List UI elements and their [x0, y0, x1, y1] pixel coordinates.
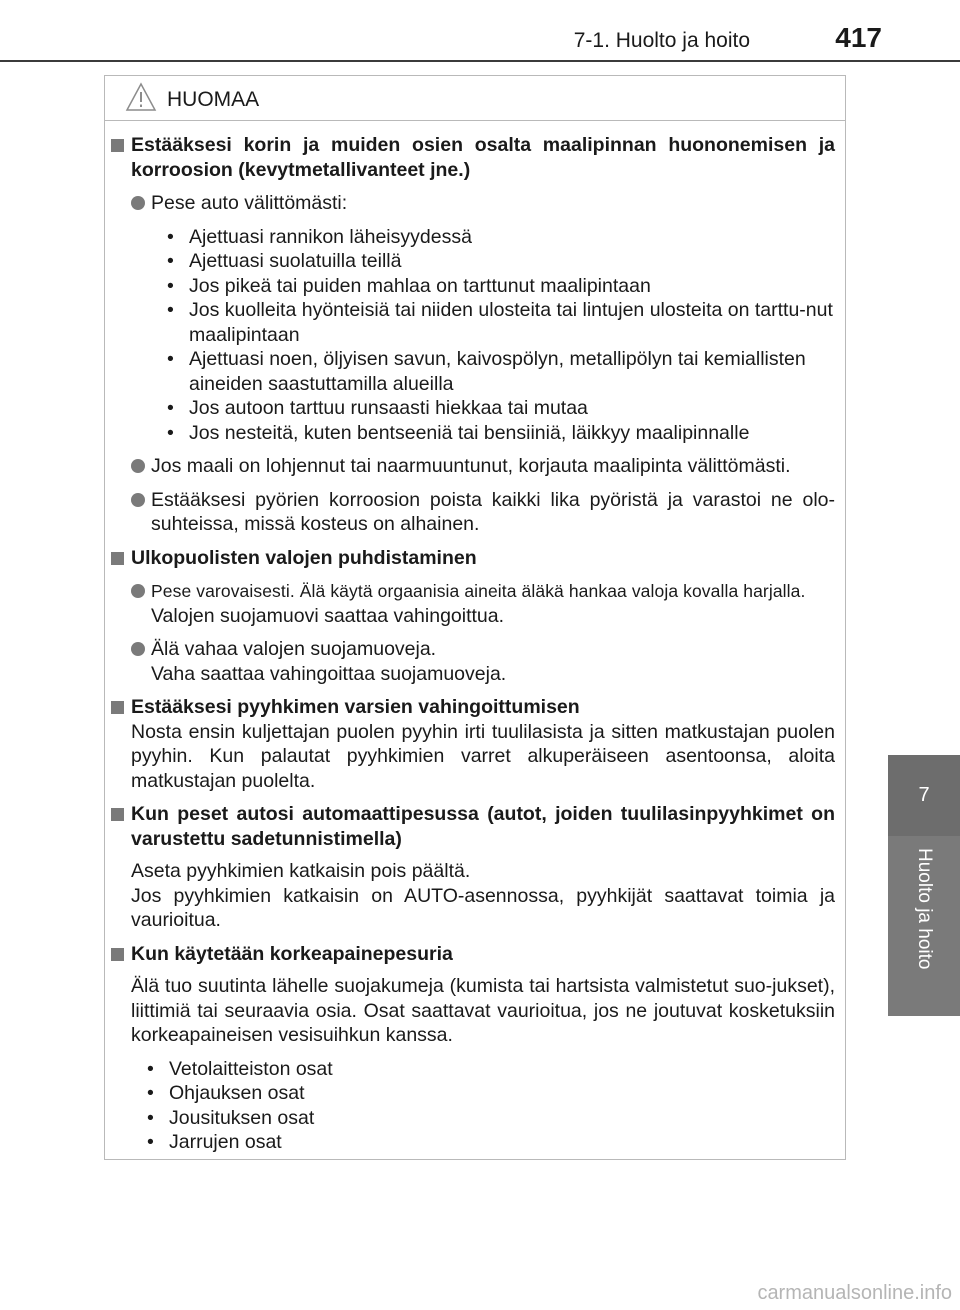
caution-content: [111, 133, 835, 1164]
caution-divider: [105, 120, 845, 121]
circle-bullet-icon: [131, 642, 145, 656]
item-text: Valojen suojamuovi saattaa vahingoittua.: [151, 604, 505, 627]
section-car-wash: [111, 802, 835, 933]
list-item: • Jos autoon tarttuu runsaasti hiekkaa tai mutaa: [167, 396, 835, 421]
section-title: 7-1. Huolto ja hoito: [573, 29, 750, 52]
circle-bullet-icon: [131, 493, 145, 507]
list-item: [131, 637, 835, 686]
list-item: • Ohjauksen osat: [147, 1081, 835, 1106]
item-text: Vaha saattaa vahingoittaa suojamuoveja.: [151, 662, 507, 685]
item-text: Jos maali on lohjennut tai naarmuuntunut, korjauta maalipinta välittömästi.: [151, 455, 791, 477]
caution-box: [104, 75, 846, 1160]
item-text: Pese varovaisesti. Älä käytä orgaanisia aineita äläkä hankaa valoja kovalla harjalla.: [151, 581, 806, 601]
list-item: • Ajettuasi noen, öljyisen savun, kaivospölyn, metallipölyn tai kemiallisten aineiden saastuttamilla alueilla: [167, 347, 835, 396]
list-item: [131, 488, 835, 537]
header-divider: [0, 60, 960, 62]
list-item: • Ajettuasi suolatuilla teillä: [167, 249, 835, 274]
list-item: • Jos nesteitä, kuten bentseeniä tai bensiiniä, läikkyy maalipinnalle: [167, 421, 835, 446]
circle-bullet-icon: [131, 584, 145, 598]
item-text: Pese auto välittömästi:: [151, 192, 348, 214]
section-title-exterior-lights: Ulkopuolisten valojen puhdistaminen: [131, 546, 477, 569]
section-body-text: Älä tuo suutinta lähelle suojakumeja (kumista tai hartsista valmistetut suo-jukset), liittimiä tai seuraavia osia. Osat saattavat vaurioitua, jos ne joutuvat kosketuksiin korkeapaineisen vesisuihkun kanssa.: [131, 975, 835, 1046]
square-bullet-icon: [111, 701, 124, 714]
caution-header: [105, 76, 845, 120]
item-text: Estääksesi pyörien korroosion poista kaikki lika pyöristä ja varastoi ne olo-suhteissa, missä kosteus on alhainen.: [151, 488, 835, 535]
list-item: [131, 191, 835, 445]
page-header: [0, 0, 960, 60]
section-title-wiper-arms: Estääksesi pyyhkimen varsien vahingoittumisen: [131, 696, 580, 718]
section-title-car-wash: Kun peset autosi automaattipesussa (autot, joiden tuulilasinpyyhkimet on varustettu sadetunnistimella): [131, 803, 835, 850]
section-exterior-lights: [111, 546, 835, 687]
list-item: • Vetolaitteiston osat: [147, 1057, 835, 1082]
section-pressure-washer: [111, 942, 835, 1155]
item-text: Älä vahaa valojen suojamuoveja.: [151, 638, 437, 660]
warning-triangle-icon: [125, 82, 157, 112]
square-bullet-icon: [111, 808, 124, 821]
chapter-tab-label-text: Huolto ja hoito: [914, 848, 935, 970]
square-bullet-icon: [111, 139, 124, 152]
condition-list: [151, 225, 835, 446]
section-wiper-arms: [111, 695, 835, 793]
section-title-pressure-washer: Kun käytetään korkeapainepesuria: [131, 942, 453, 965]
parts-list: [131, 1057, 835, 1155]
caution-title: HUOMAA: [167, 88, 260, 111]
section-body-text: Nosta ensin kuljettajan puolen pyyhin irti tuulilasista ja sitten matkustajan puolen pyyhin. Kun palautat pyyhkimien varret alkuperäiseen asentoonsa, aloita matkustajan puolelta.: [131, 720, 835, 792]
chapter-tab-label[interactable]: [888, 836, 960, 1016]
section-body-text: Jos pyyhkimien katkaisin on AUTO-asennossa, pyyhkijät saattavat toimia ja vaurioitua.: [131, 884, 835, 931]
watermark-link[interactable]: carmanualsonline.info: [757, 1282, 952, 1304]
list-item: • Jos kuolleita hyönteisiä tai niiden ulosteita tai lintujen ulosteita on tarttu-nut maalipintaan: [167, 298, 835, 347]
chapter-tab-number[interactable]: 7: [888, 755, 960, 836]
list-item: [131, 579, 835, 628]
square-bullet-icon: [111, 552, 124, 565]
list-item: • Jousituksen osat: [147, 1106, 835, 1131]
square-bullet-icon: [111, 948, 124, 961]
list-item: [131, 454, 835, 479]
circle-bullet-icon: [131, 459, 145, 473]
circle-bullet-icon: [131, 196, 145, 210]
list-item: • Jarrujen osat: [147, 1130, 835, 1155]
section-body-text: Aseta pyyhkimien katkaisin pois päältä.: [131, 860, 471, 882]
section-body-paint: [111, 133, 835, 537]
section-title-body-paint: Estääksesi korin ja muiden osien osalta maalipinnan huononemisen ja korroosion (kevytmetallivanteet jne.): [131, 134, 835, 181]
page-number: 417: [835, 22, 882, 53]
list-item: • Jos pikeä tai puiden mahlaa on tarttunut maalipintaan: [167, 274, 835, 299]
list-item: • Ajettuasi rannikon läheisyydessä: [167, 225, 835, 250]
